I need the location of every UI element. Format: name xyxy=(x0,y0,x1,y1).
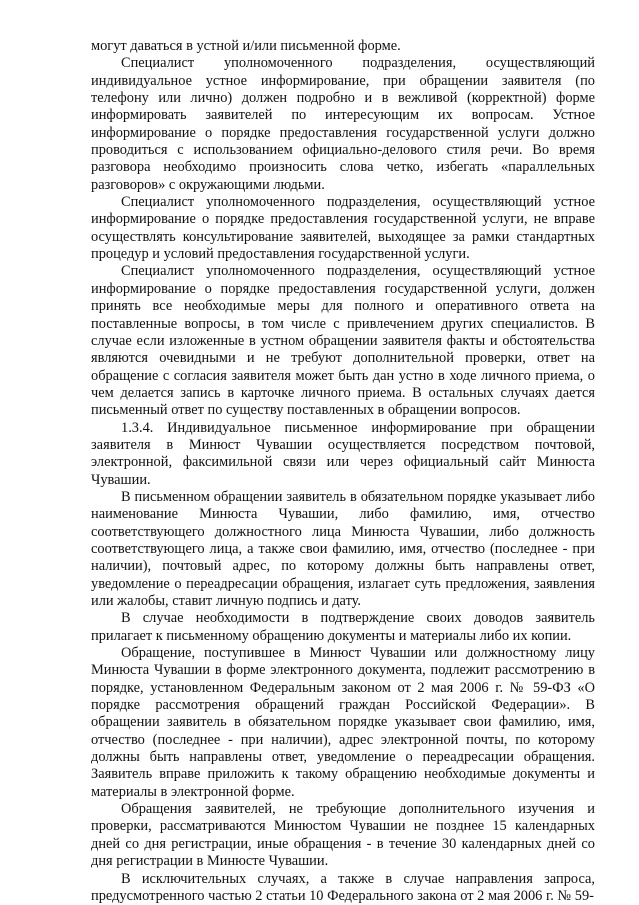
paragraph-continuation: могут даваться в устной и/или письменной форме. xyxy=(91,38,595,55)
paragraph-review-deadlines: Обращения заявителей, не требующие дополнительного изучения и проверки, рассматриваются Минюстом Чувашии не позднее 15 календарных дней со дня регистрации, иные обращения - в течение 30 календарных дней со дня регистрации в Минюсте Чувашии. xyxy=(91,801,595,870)
paragraph-consulting-limits: Специалист уполномоченного подразделения, осуществляющий устное информирование о порядке предоставления государственной услуги, не вправе осуществлять консультирование заявителей, выходящее за рамки стандартных процедур и условий предоставления государственной услуги. xyxy=(91,194,595,263)
paragraph-exceptional-cases: В исключительных случаях, а также в случае направления запроса, предусмотренного частью 2 статьи 10 Федерального закона от 2 мая 2006 г. № 59- xyxy=(91,871,595,905)
paragraph-section-1-3-4: 1.3.4. Индивидуальное письменное информирование при обращении заявителя в Минюст Чувашии осуществляется посредством почтовой, электронной, факсимильной связи или через официальный сайт Минюста Чувашии. xyxy=(91,420,595,489)
paragraph-written-request-contents: В письменном обращении заявитель в обязательном порядке указывает либо наименование Минюста Чувашии, либо фамилию, имя, отчество соответствующего должностного лица Минюста Чувашии, либо должность соответствующего лица, а также свои фамилию, имя, отчество (последнее - при наличии), почтовый адрес, по которому должны быть направлены ответ, уведомление о переадресации обращения, излагает суть предложения, заявления или жалобы, ставит личную подпись и дату. xyxy=(91,489,595,610)
paragraph-electronic-request: Обращение, поступившее в Минюст Чувашии или должностному лицу Минюста Чувашии в форме электронного документа, подлежит рассмотрению в порядке, установленном Федеральным законом от 2 мая 2006 г. № 59-ФЗ «О порядке рассмотрения обращений граждан Российской Федерации». В обращении заявитель в обязательном порядке указывает свои фамилию, имя, отчество (последнее - при наличии), адрес электронной почты, по которому должны быть направлены ответ, уведомление о переадресации обращения. Заявитель вправе приложить к такому обращению необходимые документы и материалы в электронной форме. xyxy=(91,645,595,801)
paragraph-oral-informing: Специалист уполномоченного подразделения, осуществляющий индивидуальное устное информирование, при обращении заявителя (по телефону или лично) должен подробно и в вежливой (корректной) форме информировать заявителей по интересующим их вопросам. Устное информирование о порядке предоставления государственной услуги должно проводиться с использованием официально-делового стиля речи. Во время разговора необходимо произносить слова четко, избегать «параллельных разговоров» с окружающими людьми. xyxy=(91,55,595,194)
paragraph-attachments: В случае необходимости в подтверждение своих доводов заявитель прилагает к письменному обращению документы и материалы либо их копии. xyxy=(91,610,595,645)
paragraph-prompt-answer: Специалист уполномоченного подразделения, осуществляющий устное информирование о порядке предоставления государственной услуги, должен принять все необходимые меры для полного и оперативного ответа на поставленные вопросы, в том числе с привлечением других специалистов. В случае если изложенные в устном обращении заявителя факты и обстоятельства являются очевидными и не требуют дополнительной проверки, ответ на обращение с согласия заявителя может быть дан устно в ходе личного приема, о чем делается запись в карточке личного приема. В остальных случаях дается письменный ответ по существу поставленных в обращении вопросов. xyxy=(91,263,595,419)
